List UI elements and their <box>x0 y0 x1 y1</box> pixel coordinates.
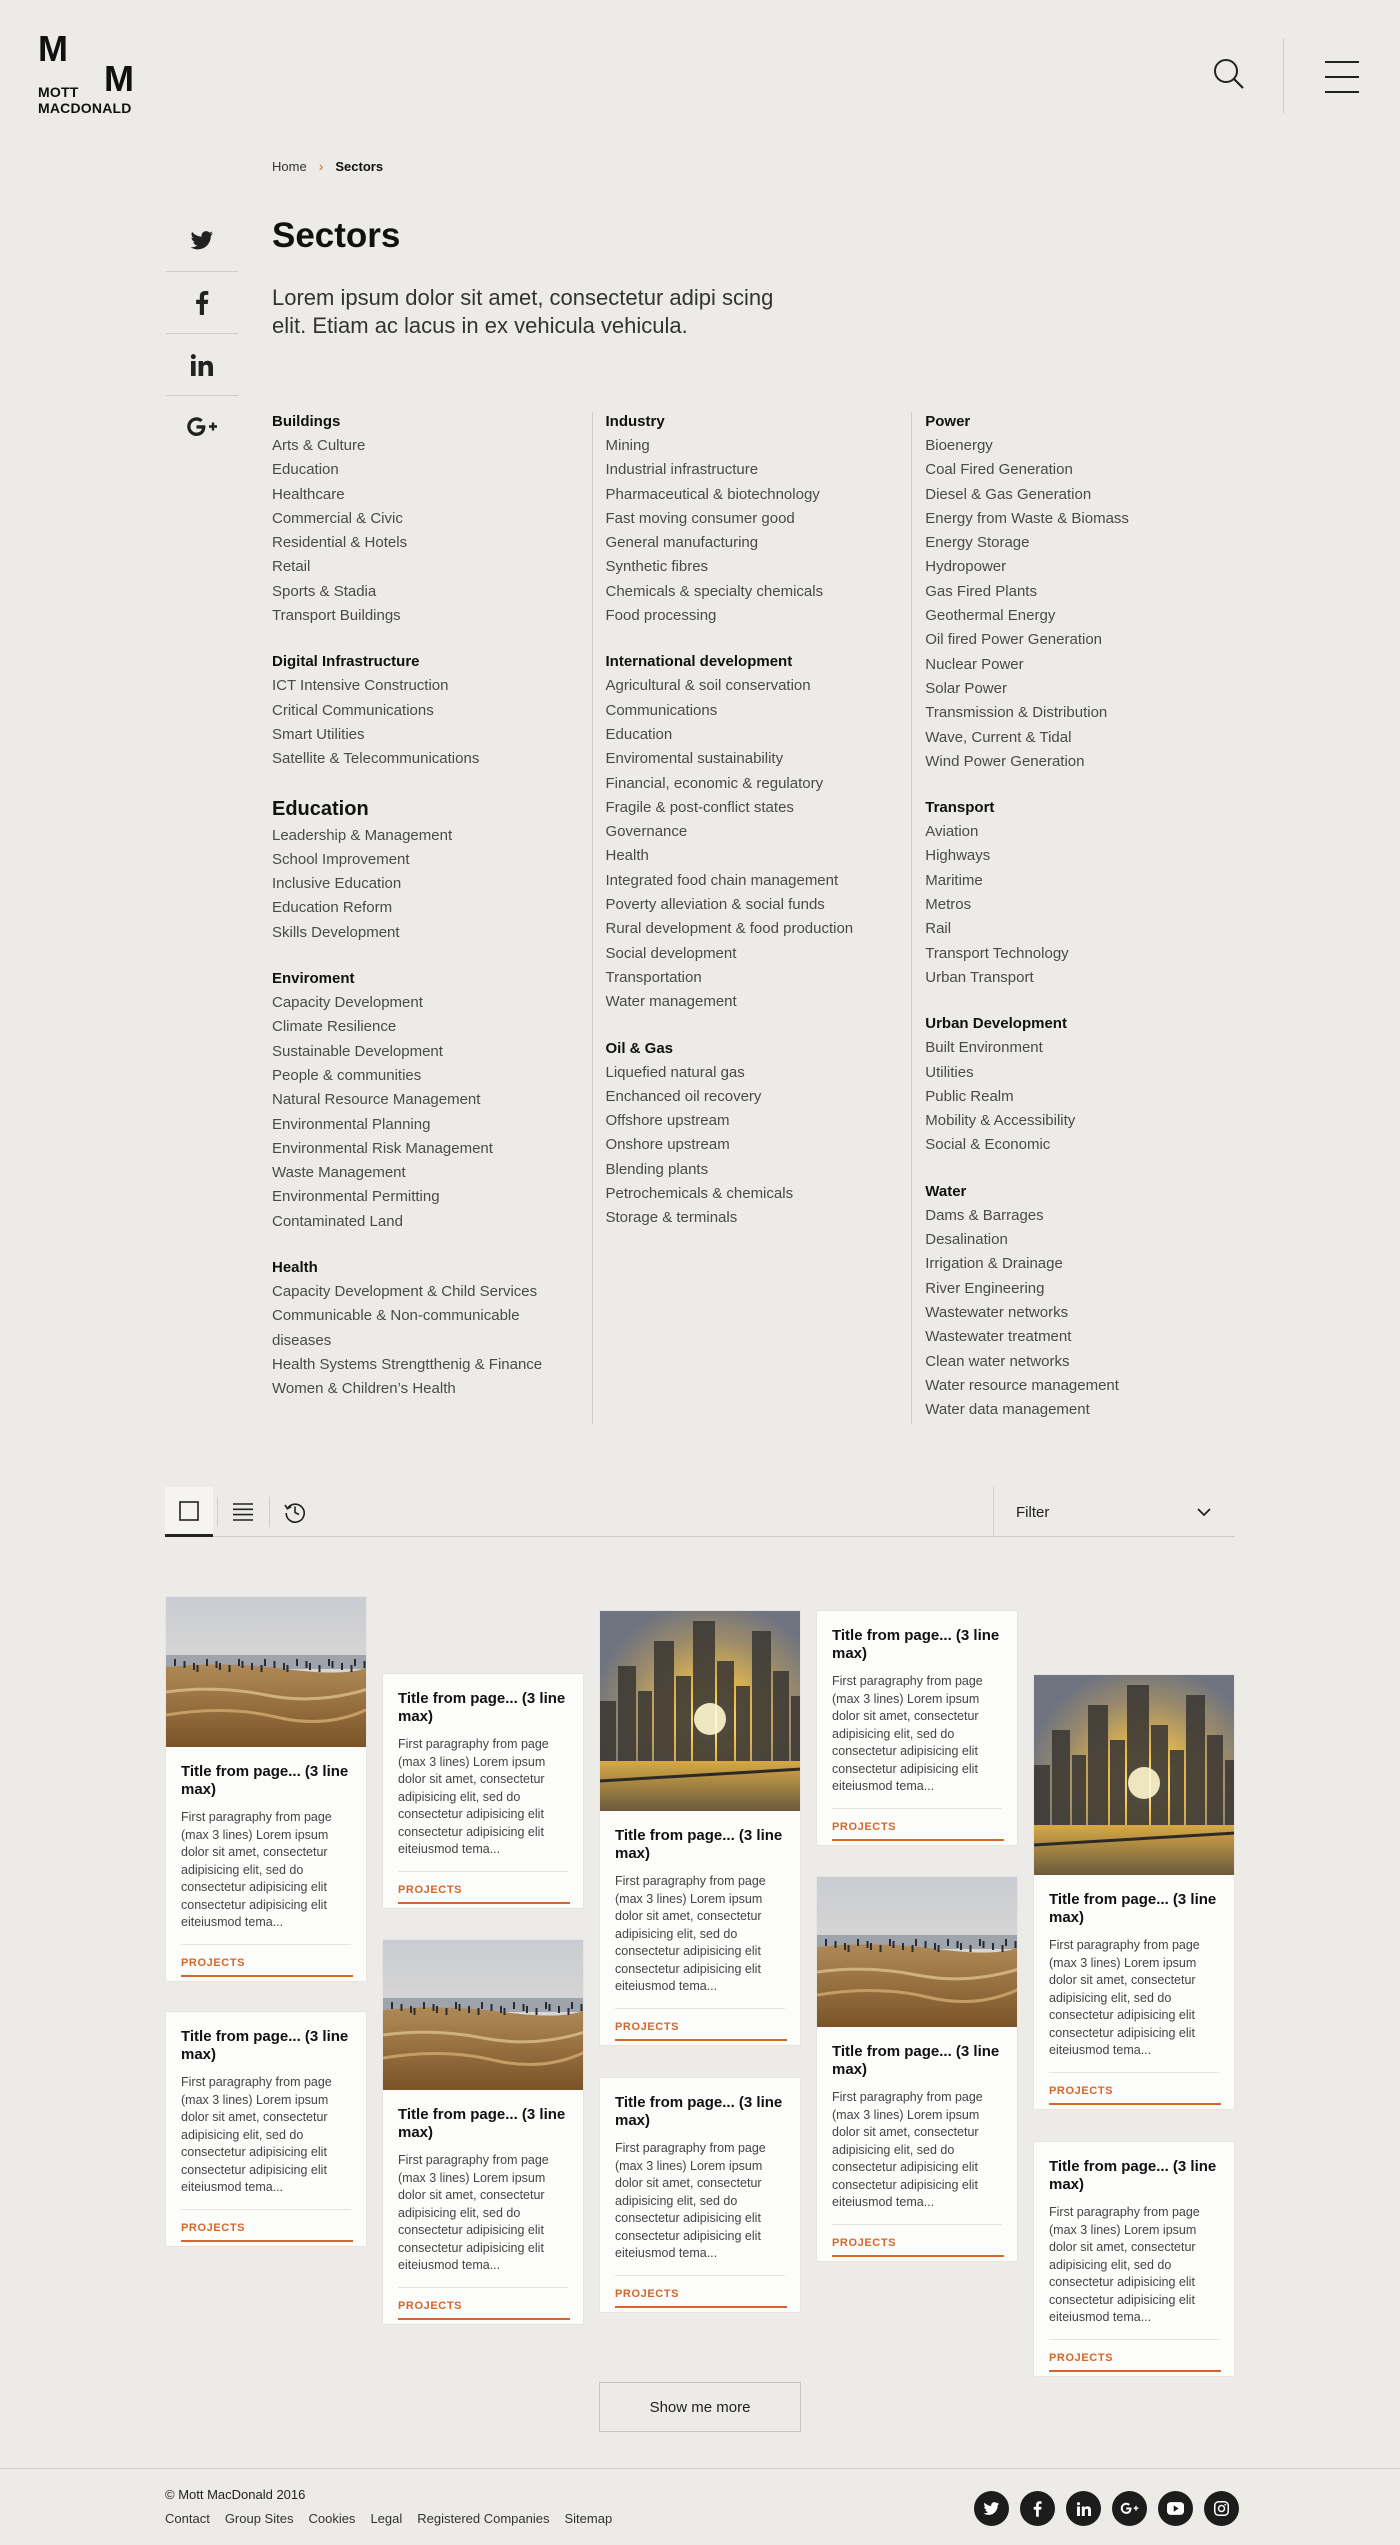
mott-macdonald-logo[interactable] <box>38 28 143 118</box>
share-linkedin-button[interactable] <box>166 334 238 396</box>
card-image[interactable] <box>383 1940 583 2090</box>
result-card[interactable] <box>165 2011 367 2247</box>
sector-group-title[interactable]: Industry <box>605 413 665 430</box>
sector-link-diesel-and-gas-generation[interactable]: Diesel & Gas Generation <box>925 485 1092 503</box>
sector-link-dams-and-barrages[interactable]: Dams & Barrages <box>925 1206 1044 1224</box>
search-button[interactable] <box>1210 56 1250 96</box>
sector-group-water <box>925 1182 1212 1423</box>
sector-link-utilities[interactable]: Utilities <box>925 1063 974 1081</box>
share-twitter-button[interactable] <box>166 210 238 272</box>
header-divider <box>1283 38 1284 113</box>
sector-link-fast-moving-consumer-good[interactable]: Fast moving consumer good <box>605 509 795 527</box>
footer-link-contact[interactable]: Contact <box>165 2511 210 2526</box>
card-body <box>817 2027 1017 2257</box>
linkedin-icon <box>1077 2502 1091 2516</box>
history-view-button[interactable] <box>271 1487 319 1537</box>
facebook-icon <box>195 291 209 315</box>
sector-link-transmission-and-distribution[interactable]: Transmission & Distribution <box>925 704 1108 722</box>
sector-link-blending-plants[interactable]: Blending plants <box>605 1160 709 1178</box>
sector-link-built-environment[interactable]: Built Environment <box>925 1039 1043 1057</box>
sector-link-petrochemicals-and-chemicals[interactable]: Petrochemicals & chemicals <box>605 1185 794 1203</box>
sector-group-title[interactable]: Urban Development <box>925 1015 1067 1033</box>
card-title[interactable]: Title from page... (3 line max) <box>181 2028 349 2063</box>
sector-link-ict-intensive-construction[interactable]: ICT Intensive Construction <box>272 677 449 695</box>
sector-group-international-development <box>606 652 892 1014</box>
sector-link-school-improvement[interactable]: School Improvement <box>272 850 410 868</box>
sector-link-retail[interactable]: Retail <box>272 558 311 576</box>
footer-linkedin-button[interactable] <box>1066 2491 1101 2526</box>
card-title[interactable]: Title from page... (3 line max) <box>832 1627 1000 1662</box>
footer-twitter-button[interactable] <box>974 2491 1009 2526</box>
chevron-down-icon <box>1195 1503 1213 1521</box>
share-sidebar <box>166 210 238 458</box>
sector-group-title[interactable]: Enviroment <box>272 970 355 988</box>
sector-link-inclusive-education[interactable]: Inclusive Education <box>272 875 402 893</box>
card-image[interactable] <box>166 1597 366 1747</box>
sector-link-energy-from-waste-and-biomass[interactable]: Energy from Waste & Biomass <box>925 509 1129 527</box>
list-view-button[interactable] <box>219 1487 267 1537</box>
sector-group-health <box>272 1258 572 1401</box>
sector-link-mining[interactable]: Mining <box>605 437 650 454</box>
sector-link-rural-development-and-food-production[interactable]: Rural development & food production <box>605 920 854 938</box>
card-image[interactable] <box>1034 1675 1234 1875</box>
breadcrumb <box>272 158 383 174</box>
sector-link-solar-power[interactable]: Solar Power <box>925 679 1007 697</box>
card-excerpt: First paragraphy from page (max 3 lines) Lorem ipsum dolor sit amet, consectetur adipisicing elit, sed do consectetur adipisicing elit consectetur adipisicing elit eiteiusmod tema... <box>398 1737 549 1856</box>
toolbar-separator <box>217 1497 218 1527</box>
sector-link-education-reform[interactable]: Education Reform <box>272 899 393 917</box>
card-excerpt: First paragraphy from page (max 3 lines) Lorem ipsum dolor sit amet, consectetur adipisicing elit, sed do consectetur adipisicing elit consectetur adipisicing elit eiteiusmod tema... <box>832 2090 983 2209</box>
sector-link-desalination[interactable]: Desalination <box>925 1231 1008 1249</box>
card-body <box>383 2090 583 2320</box>
sector-link-metros[interactable]: Metros <box>925 896 972 914</box>
sector-link-liquefied-natural-gas[interactable]: Liquefied natural gas <box>605 1063 745 1081</box>
toolbar-separator <box>269 1497 270 1527</box>
sector-link-water-data-management[interactable]: Water data management <box>925 1401 1090 1419</box>
sector-link-clean-water-networks[interactable]: Clean water networks <box>925 1352 1070 1370</box>
sector-group-enviroment <box>272 969 572 1234</box>
show-more-button[interactable]: Show me more <box>599 2382 801 2432</box>
sector-link-leadership-and-management[interactable]: Leadership & Management <box>272 826 453 844</box>
card-body <box>817 1611 1017 1841</box>
sector-group-industry <box>606 412 892 628</box>
footer-link-group-sites[interactable]: Group Sites <box>224 2511 294 2526</box>
sector-group-title[interactable]: Education <box>272 797 369 820</box>
result-card[interactable] <box>816 1876 1018 2262</box>
footer-link-sitemap[interactable]: Sitemap <box>564 2511 613 2526</box>
card-title[interactable]: Title from page... (3 line max) <box>181 1763 349 1798</box>
sector-link-irrigation-and-drainage[interactable]: Irrigation & Drainage <box>925 1255 1063 1273</box>
chevron-right-icon: › <box>318 158 324 174</box>
sector-link-transportation[interactable]: Transportation <box>605 968 702 986</box>
footer-youtube-button[interactable] <box>1158 2491 1193 2526</box>
youtube-icon <box>1167 2502 1184 2515</box>
filter-label: Filter <box>1016 1503 1050 1521</box>
sector-link-oil-fired-power-generation[interactable]: Oil fired Power Generation <box>925 631 1102 649</box>
card-category-tag[interactable]: PROJECTS <box>181 1945 353 1977</box>
result-card[interactable] <box>1033 2141 1235 2377</box>
card-excerpt: First paragraphy from page (max 3 lines) Lorem ipsum dolor sit amet, consectetur adipisicing elit, sed do consectetur adipisicing elit consectetur adipisicing elit eiteiusmod tema... <box>832 1674 983 1793</box>
footer-link-legal[interactable]: Legal <box>370 2511 403 2526</box>
breadcrumb-home[interactable]: Home <box>272 158 307 174</box>
card-category-tag[interactable]: PROJECTS <box>1049 2340 1221 2372</box>
sector-link-people-and-communities[interactable]: People & communities <box>272 1066 422 1084</box>
card-excerpt: First paragraphy from page (max 3 lines) Lorem ipsum dolor sit amet, consectetur adipisicing elit, sed do consectetur adipisicing elit consectetur adipisicing elit eiteiusmod tema... <box>181 2075 332 2194</box>
sector-group-urban-development <box>925 1014 1212 1157</box>
google-plus-icon <box>186 416 218 438</box>
sector-link-residential-and-hotels[interactable]: Residential & Hotels <box>272 534 408 552</box>
sector-link-general-manufacturing[interactable]: General manufacturing <box>605 534 759 552</box>
sector-link-river-engineering[interactable]: River Engineering <box>925 1279 1045 1297</box>
footer-links <box>165 2511 612 2526</box>
site-header <box>0 0 1400 140</box>
result-card[interactable] <box>816 1610 1018 1846</box>
sector-link-critical-communications[interactable]: Critical Communications <box>272 701 434 719</box>
sector-link-enviromental-sustainability[interactable]: Enviromental sustainability <box>605 750 784 768</box>
card-category-tag[interactable]: PROJECTS <box>832 2225 1004 2257</box>
sector-link-industrial-infrastructure[interactable]: Industrial infrastructure <box>605 461 759 479</box>
sector-group-title[interactable]: Water <box>925 1182 967 1200</box>
sector-link-gas-fired-plants[interactable]: Gas Fired Plants <box>925 582 1037 600</box>
sector-link-integrated-food-chain-management[interactable]: Integrated food chain management <box>605 871 839 889</box>
sector-link-highways[interactable]: Highways <box>925 847 991 865</box>
card-title[interactable]: Title from page... (3 line max) <box>398 2106 566 2141</box>
sector-link-education[interactable]: Education <box>605 725 673 743</box>
sector-link-agricultural-and-soil-conservation[interactable]: Agricultural & soil conservation <box>605 677 811 695</box>
card-body <box>166 1747 366 1977</box>
card-title[interactable]: Title from page... (3 line max) <box>832 2043 1000 2078</box>
sector-link-geothermal-energy[interactable]: Geothermal Energy <box>925 607 1056 625</box>
card-body <box>600 2078 800 2308</box>
sector-link-communications[interactable]: Communications <box>605 701 718 719</box>
result-card[interactable] <box>382 1939 584 2325</box>
card-excerpt: First paragraphy from page (max 3 lines) Lorem ipsum dolor sit amet, consectetur adipisicing elit, sed do consectetur adipisicing elit consectetur adipisicing elit eiteiusmod tema... <box>615 2141 766 2260</box>
footer-social <box>974 2491 1239 2526</box>
footer-instagram-button[interactable] <box>1204 2491 1239 2526</box>
card-image[interactable] <box>600 1611 800 1811</box>
card-title[interactable]: Title from page... (3 line max) <box>615 2094 783 2129</box>
card-body <box>383 1674 583 1904</box>
card-category-tag[interactable]: PROJECTS <box>1049 2073 1221 2105</box>
footer-link-registered-companies[interactable]: Registered Companies <box>417 2511 550 2526</box>
wordmark-line-2: MACDONALD <box>38 100 132 116</box>
sector-link-education[interactable]: Education <box>272 461 339 479</box>
facebook-icon <box>1033 2501 1042 2517</box>
card-excerpt: First paragraphy from page (max 3 lines) Lorem ipsum dolor sit amet, consectetur adipisicing elit, sed do consectetur adipisicing elit consectetur adipisicing elit eiteiusmod tema... <box>398 2153 549 2272</box>
sector-group-digital-infrastructure <box>272 652 572 771</box>
sector-link-energy-storage[interactable]: Energy Storage <box>925 534 1030 552</box>
sector-group-title[interactable]: Power <box>925 413 971 430</box>
copyright: © Mott MacDonald 2016 <box>165 2487 306 2502</box>
card-category-tag[interactable]: PROJECTS <box>832 1809 1004 1841</box>
card-category-tag[interactable]: PROJECTS <box>615 2276 787 2308</box>
card-body <box>166 2012 366 2242</box>
sector-link-coal-fired-generation[interactable]: Coal Fired Generation <box>925 461 1073 479</box>
grid-view-icon <box>179 1501 199 1521</box>
sector-link-capacity-development[interactable]: Capacity Development <box>272 994 423 1012</box>
sector-link-nuclear-power[interactable]: Nuclear Power <box>925 655 1024 673</box>
sector-directory <box>272 412 1232 1446</box>
sector-link-mobility-and-accessibility[interactable]: Mobility & Accessibility <box>925 1112 1076 1130</box>
linkedin-icon <box>191 354 213 376</box>
sector-link-chemicals-and-specialty-chemicals[interactable]: Chemicals & specialty chemicals <box>605 582 824 600</box>
sector-link-wind-power-generation[interactable]: Wind Power Generation <box>925 752 1085 770</box>
result-card[interactable] <box>382 1673 584 1909</box>
sector-column-3 <box>912 412 1232 1446</box>
sector-link-bioenergy[interactable]: Bioenergy <box>925 437 993 454</box>
sector-link-synthetic-fibres[interactable]: Synthetic fibres <box>605 558 709 576</box>
card-title[interactable]: Title from page... (3 line max) <box>398 1690 566 1725</box>
sector-link-hydropower[interactable]: Hydropower <box>925 558 1007 576</box>
result-card[interactable] <box>599 1610 801 2046</box>
clock-history-icon <box>283 1500 307 1524</box>
sector-link-offshore-upstream[interactable]: Offshore upstream <box>605 1112 730 1130</box>
sector-link-social-development[interactable]: Social development <box>605 944 737 962</box>
sector-link-poverty-alleviation-and-social-funds[interactable]: Poverty alleviation & social funds <box>605 896 825 914</box>
result-card[interactable] <box>599 2077 801 2313</box>
sector-group-title[interactable]: Digital Infrastructure <box>272 653 420 671</box>
sector-group-oil-and-gas <box>606 1039 892 1231</box>
sector-link-rail[interactable]: Rail <box>925 920 952 938</box>
sector-link-water-resource-management[interactable]: Water resource management <box>925 1376 1119 1394</box>
logo-wordmark <box>38 84 132 116</box>
sector-group-title[interactable]: Buildings <box>272 413 341 430</box>
sector-link-smart-utilities[interactable]: Smart Utilities <box>272 725 365 743</box>
sector-link-health-systems-strengtthenig-and-finance[interactable]: Health Systems Strengtthenig & Finance <box>272 1355 543 1373</box>
sector-link-wastewater-networks[interactable]: Wastewater networks <box>925 1303 1069 1321</box>
sector-group-power <box>925 412 1212 774</box>
twitter-icon <box>983 2502 1000 2516</box>
card-category-tag[interactable]: PROJECTS <box>181 2210 353 2242</box>
sector-link-satellite-and-telecommunications[interactable]: Satellite & Telecommunications <box>272 750 480 768</box>
result-card[interactable] <box>1033 1674 1235 2110</box>
sector-link-pharmaceutical-and-biotechnology[interactable]: Pharmaceutical & biotechnology <box>605 485 820 503</box>
sector-link-maritime[interactable]: Maritime <box>925 871 983 889</box>
sector-link-governance[interactable]: Governance <box>605 823 688 841</box>
sector-link-wave-current-and-tidal[interactable]: Wave, Current & Tidal <box>925 728 1072 746</box>
sector-link-transport-buildings[interactable]: Transport Buildings <box>272 607 401 625</box>
card-title[interactable]: Title from page... (3 line max) <box>1049 2158 1217 2193</box>
result-card[interactable] <box>165 1596 367 1982</box>
list-view-icon <box>232 1502 254 1522</box>
sector-group-education <box>272 796 572 945</box>
card-category-tag[interactable]: PROJECTS <box>398 1872 570 1904</box>
sector-group-title[interactable]: Transport <box>925 799 995 817</box>
page-intro: Lorem ipsum dolor sit amet, consectetur adipi scing elit. Etiam ac lacus in ex vehicula vehicula. <box>272 285 774 338</box>
sector-group-title[interactable]: Health <box>272 1259 318 1277</box>
sector-group-title[interactable]: International development <box>605 653 793 671</box>
sector-group-transport <box>925 798 1212 990</box>
sector-link-environmental-planning[interactable]: Environmental Planning <box>272 1115 431 1133</box>
menu-button[interactable] <box>1322 58 1362 96</box>
grid-view-button[interactable] <box>165 1487 213 1537</box>
sector-link-capacity-development-and-child-services[interactable]: Capacity Development & Child Services <box>272 1283 538 1301</box>
sector-link-women-and-children-s-health[interactable]: Women & Children’s Health <box>272 1380 456 1398</box>
sector-link-arts-and-culture[interactable]: Arts & Culture <box>272 437 366 454</box>
card-title[interactable]: Title from page... (3 line max) <box>1049 1891 1217 1926</box>
sector-link-transport-technology[interactable]: Transport Technology <box>925 944 1069 962</box>
card-body <box>1034 2142 1234 2372</box>
card-body <box>1034 1875 1234 2105</box>
wordmark-line-1: MOTT <box>38 84 79 100</box>
google-plus-icon <box>1120 2502 1139 2515</box>
sector-link-commercial-and-civic[interactable]: Commercial & Civic <box>272 509 403 527</box>
sector-link-waste-management[interactable]: Waste Management <box>272 1164 406 1182</box>
footer-link-cookies[interactable]: Cookies <box>308 2511 356 2526</box>
sector-link-sustainable-development[interactable]: Sustainable Development <box>272 1042 443 1060</box>
sector-link-wastewater-treatment[interactable]: Wastewater treatment <box>925 1328 1072 1346</box>
card-excerpt: First paragraphy from page (max 3 lines) Lorem ipsum dolor sit amet, consectetur adipisicing elit, sed do consectetur adipisicing elit consectetur adipisicing elit eiteiusmod tema... <box>1049 2205 1200 2324</box>
sector-link-water-management[interactable]: Water management <box>605 993 737 1011</box>
sector-link-food-processing[interactable]: Food processing <box>605 607 717 625</box>
sector-link-skills-development[interactable]: Skills Development <box>272 923 400 941</box>
hamburger-icon <box>1322 58 1362 96</box>
card-excerpt: First paragraphy from page (max 3 lines) Lorem ipsum dolor sit amet, consectetur adipisicing elit, sed do consectetur adipisicing elit consectetur adipisicing elit eiteiusmod tema... <box>181 1810 332 1929</box>
sector-link-environmental-risk-management[interactable]: Environmental Risk Management <box>272 1139 493 1157</box>
sector-link-natural-resource-management[interactable]: Natural Resource Management <box>272 1091 481 1109</box>
sector-link-sports-and-stadia[interactable]: Sports & Stadia <box>272 582 377 600</box>
card-category-tag[interactable]: PROJECTS <box>398 2288 570 2320</box>
sector-column-1 <box>272 412 592 1446</box>
sector-link-communicable-and-non-communicable-diseases[interactable]: Communicable & Non-communicable diseases <box>272 1307 520 1349</box>
logo-letter-1: M <box>38 28 68 69</box>
sector-link-storage-and-terminals[interactable]: Storage & terminals <box>605 1209 738 1227</box>
page-title: Sectors <box>272 216 401 255</box>
site-footer <box>0 2468 1400 2545</box>
sector-group-title[interactable]: Oil & Gas <box>605 1039 674 1057</box>
sector-link-aviation[interactable]: Aviation <box>925 823 979 841</box>
card-excerpt: First paragraphy from page (max 3 lines) Lorem ipsum dolor sit amet, consectetur adipisicing elit, sed do consectetur adipisicing elit consectetur adipisicing elit eiteiusmod tema... <box>1049 1938 1200 2057</box>
sector-link-urban-transport[interactable]: Urban Transport <box>925 968 1034 986</box>
logo-letter-2: M <box>104 58 134 99</box>
sector-link-climate-resilience[interactable]: Climate Resilience <box>272 1018 397 1036</box>
sector-link-healthcare[interactable]: Healthcare <box>272 485 345 503</box>
footer-google-plus-button[interactable] <box>1112 2491 1147 2526</box>
twitter-icon <box>190 231 214 251</box>
footer-facebook-button[interactable] <box>1020 2491 1055 2526</box>
sector-link-contaminated-land[interactable]: Contaminated Land <box>272 1212 403 1230</box>
card-excerpt: First paragraphy from page (max 3 lines) Lorem ipsum dolor sit amet, consectetur adipisicing elit, sed do consectetur adipisicing elit consectetur adipisicing elit eiteiusmod tema... <box>615 1874 766 1993</box>
sector-link-financial-economic-and-regulatory[interactable]: Financial, economic & regulatory <box>605 774 824 792</box>
sector-link-social-and-economic[interactable]: Social & Economic <box>925 1136 1051 1154</box>
breadcrumb-current: Sectors <box>335 158 384 174</box>
results-toolbar <box>165 1487 1235 1537</box>
instagram-icon <box>1214 2501 1229 2516</box>
sector-link-enchanced-oil-recovery[interactable]: Enchanced oil recovery <box>605 1087 762 1105</box>
card-category-tag[interactable]: PROJECTS <box>615 2009 787 2041</box>
filter-dropdown[interactable] <box>993 1487 1235 1537</box>
card-image[interactable] <box>817 1877 1017 2027</box>
sector-link-fragile-and-post-conflict-states[interactable]: Fragile & post-conflict states <box>605 798 794 816</box>
card-title[interactable]: Title from page... (3 line max) <box>615 1827 783 1862</box>
sector-link-public-realm[interactable]: Public Realm <box>925 1087 1014 1105</box>
card-body <box>600 1811 800 2041</box>
share-google-plus-button[interactable] <box>166 396 238 458</box>
sector-link-health[interactable]: Health <box>605 847 649 865</box>
search-icon <box>1210 56 1250 96</box>
sector-column-2 <box>592 412 913 1424</box>
sector-link-environmental-permitting[interactable]: Environmental Permitting <box>272 1188 440 1206</box>
sector-link-onshore-upstream[interactable]: Onshore upstream <box>605 1136 730 1154</box>
sector-group-buildings <box>272 412 572 628</box>
share-facebook-button[interactable] <box>166 272 238 334</box>
